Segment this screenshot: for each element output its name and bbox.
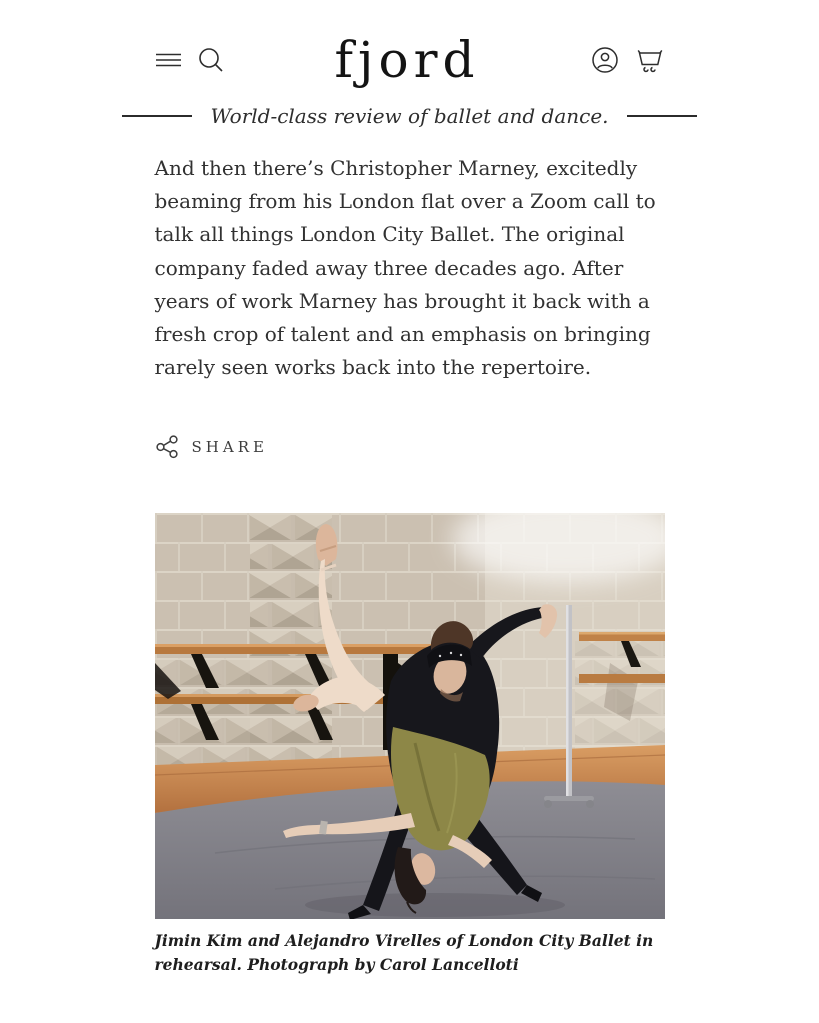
account-icon: [590, 45, 620, 75]
header-left-icons: [155, 46, 225, 74]
account-button[interactable]: [590, 45, 620, 75]
site-logo[interactable]: fjord: [334, 31, 480, 89]
search-button[interactable]: [197, 46, 225, 74]
site-header: [155, 0, 665, 89]
rehearsal-photo: [155, 513, 665, 919]
cart-icon: [635, 46, 665, 74]
photo-caption: Jimin Kim and Alejandro Virelles of London City Ballet in rehearsal. Photograph by Carol Lancelloti: [154, 931, 654, 975]
menu-button[interactable]: [155, 48, 182, 72]
header-right-icons: [590, 45, 665, 75]
hamburger-menu-icon: [155, 48, 182, 72]
share-label: SHARE: [191, 437, 268, 456]
cart-button[interactable]: [635, 46, 665, 74]
search-icon: [197, 46, 225, 74]
tagline-text: World-class review of ballet and dance.: [210, 104, 609, 128]
article-paragraph: And then there’s Christopher Marney, excitedly beaming from his London flat over a Zoom call to talk all things London City Ballet. The original company faded away three decades ago. After years of work Marney has brought it back with a fresh crop of talent and an emphasis on bringing rarely seen works back into the repertoire.: [154, 156, 656, 380]
tagline-right-rule: [627, 115, 697, 117]
article-figure: [155, 513, 665, 1017]
tagline-left-rule: [122, 115, 192, 117]
content-column: [155, 0, 665, 1017]
tagline: [155, 104, 665, 128]
share-icon: [155, 434, 180, 459]
share-button[interactable]: [155, 434, 268, 459]
